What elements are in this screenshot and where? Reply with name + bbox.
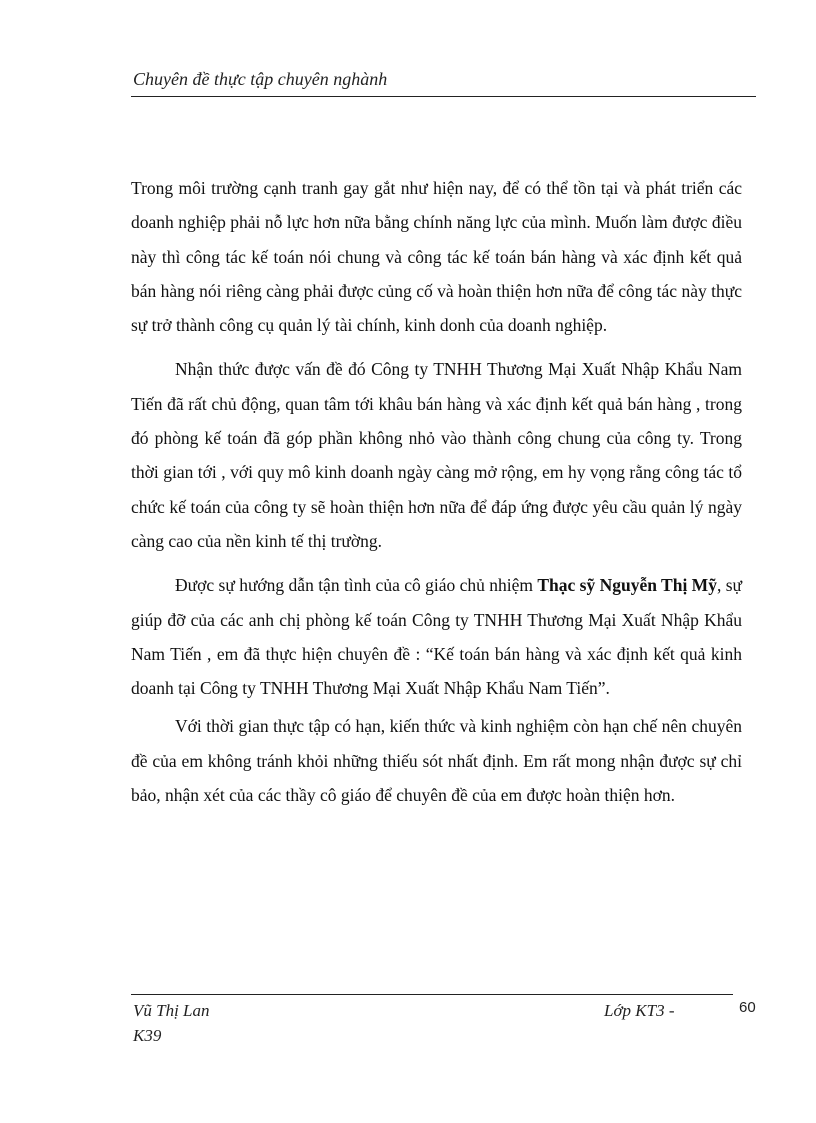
footer-cohort: K39: [133, 1026, 162, 1045]
document-body: [131, 171, 742, 812]
paragraph-3-rest: , sự giúp đỡ của các anh chị phòng kế toán Công ty TNHH Thương Mại Xuất Nhập Khẩu Nam Tiến , em đã thực hiện chuyên đề : “Kế toán bán hàng và xác định kết quả kinh doanh tại Công ty TNHH Thương Mại Xuất Nhập Khẩu Nam Tiến”.: [131, 575, 742, 699]
header-title: Chuyên đề thực tập chuyên nghành: [133, 69, 388, 89]
paragraph-4: Với thời gian thực tập có hạn, kiến thức và kinh nghiệm còn hạn chế nên chuyên đề của em không tránh khỏi những thiếu sót nhất định. Em rất mong nhận được sự chỉ bảo, nhận xét của các thầy cô giáo để chuyên đề của em được hoàn thiện hơn.: [131, 716, 742, 806]
footer-divider: [131, 994, 733, 995]
paragraph-1: Trong môi trường cạnh tranh gay gắt như hiện nay, để có thể tồn tại và phát triển các doanh nghiệp phải nỗ lực hơn nữa bằng chính năng lực của mình. Muốn làm được điều này thì công tác kế toán nói chung và công tác kế toán bán hàng và xác định kết quả bán hàng nói riêng càng phải được củng cố và hoàn thiện hơn nữa để công tác này thực sự trở thành công cụ quản lý tài chính, kinh donh của doanh nghiệp.: [131, 178, 742, 336]
footer-class: Lớp KT3 -: [604, 1001, 675, 1020]
footer-author: Vũ Thị Lan: [133, 1001, 210, 1020]
paragraph-2: Nhận thức được vấn đề đó Công ty TNHH Thương Mại Xuất Nhập Khẩu Nam Tiến đã rất chủ động, quan tâm tới khâu bán hàng và xác định kết quả bán hàng , trong đó phòng kế toán đã góp phần không nhỏ vào thành công chung của công ty. Trong thời gian tới , với quy mô kinh doanh ngày càng mở rộng, em hy vọng rằng công tác tổ chức kế toán của công ty sẽ hoàn thiện hơn nữa để đáp ứng được yêu cầu quản lý ngày càng cao của nền kinh tế thị trường.: [131, 359, 742, 551]
page-number: 60: [739, 999, 756, 1016]
paragraph-3-intro: Được sự hướng dẫn tận tình của cô giáo chủ nhiệm: [175, 575, 538, 596]
supervisor-name: Thạc sỹ Nguyễn Thị Mỹ: [537, 575, 717, 596]
page-header: [131, 66, 756, 97]
paragraph-3: [131, 568, 742, 705]
